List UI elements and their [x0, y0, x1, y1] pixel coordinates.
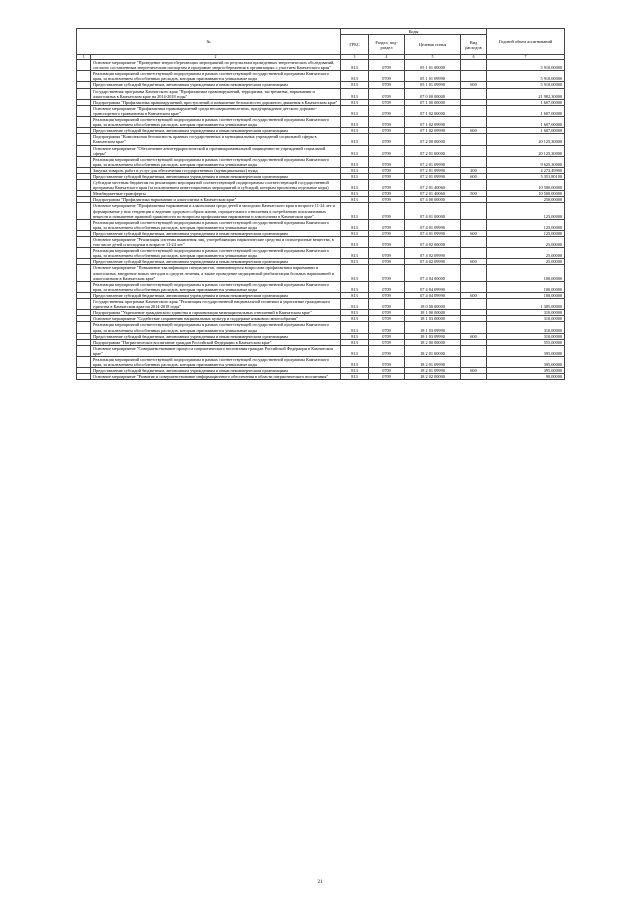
row-vid	[461, 237, 487, 248]
row-value: 250,00000	[487, 197, 565, 203]
row-target: 07 4 04 09990	[405, 281, 461, 292]
row-description: Предоставление субсидий бюджетным, автономным учреждениям и иным некоммерческим организациям	[91, 230, 341, 236]
col-number: 7	[487, 55, 565, 60]
row-vid: 600	[461, 259, 487, 265]
row-description: Реализация мероприятий соответствующей подпрограммы в рамках соответствующей государственной программы Камчатского края, за исключением обособленных расходов, которым присваиваются уникальные коды	[91, 219, 341, 230]
table-row	[77, 105, 565, 116]
table-row	[77, 322, 565, 333]
row-section: 0709	[369, 156, 405, 167]
header-volume: Годовой объем ассигнований	[487, 29, 565, 55]
row-section: 0709	[369, 145, 405, 156]
row-grbs: 813	[341, 322, 369, 333]
row-value: 125,00000	[487, 203, 565, 219]
row-section: 0709	[369, 105, 405, 116]
header-codes: Коды	[341, 29, 487, 35]
row-description: Основное мероприятие "Обеспечение антитеррористической и противокриминальной защищенности учреждений социальной сферы"	[91, 145, 341, 156]
row-section: 0709	[369, 173, 405, 179]
row-grbs: 813	[341, 60, 369, 71]
row-vid	[461, 299, 487, 310]
row-target: 07 4 01 09990	[405, 219, 461, 230]
row-target: 18 1 00 00000	[405, 310, 461, 316]
row-section: 0709	[369, 374, 405, 380]
row-target: 07 1 02 00000	[405, 105, 461, 116]
row-target: 07 2 01 40060	[405, 180, 461, 191]
row-value: 5 351,80100	[487, 173, 565, 179]
table-row	[77, 345, 565, 356]
col-number: 1	[77, 55, 91, 60]
row-description: Основное мероприятие "Профилактика правонарушений среди несовершеннолетних, предупреждение детского дорожно-транспортного травматизма в Камчатском крае"	[91, 105, 341, 116]
row-number	[77, 248, 91, 259]
row-target: 07 0 00 00000	[405, 88, 461, 99]
row-number	[77, 203, 91, 219]
row-target: 05 1 01 00000	[405, 60, 461, 71]
row-section: 0709	[369, 197, 405, 203]
row-vid: 600	[461, 292, 487, 298]
row-section: 0709	[369, 191, 405, 197]
row-section: 0709	[369, 265, 405, 281]
row-vid: 200	[461, 167, 487, 173]
row-description: Закупка товаров, работ и услуг для обеспечения государственных (муниципальных) нужд	[91, 167, 341, 173]
row-vid: 600	[461, 230, 487, 236]
row-description: Основное мероприятие "Реализация системы выявления лиц, употребляющих наркотические средства и психотропные вещества, в том числе детей и молодежи в возрасте 11-24 лет"	[91, 237, 341, 248]
budget-sheet	[76, 28, 564, 380]
row-grbs: 813	[341, 265, 369, 281]
row-section: 0709	[369, 281, 405, 292]
row-target: 07 4 02 09990	[405, 248, 461, 259]
row-target: 07 1 00 00000	[405, 99, 461, 105]
row-target: 07 4 00 00000	[405, 197, 461, 203]
header-grbs: ГРБС	[341, 35, 369, 55]
row-description: Подпрограмма "Профилактика наркомании и алкоголизма в Камчатском крае"	[91, 197, 341, 203]
row-vid	[461, 265, 487, 281]
row-target: 18 0 00 00000	[405, 299, 461, 310]
row-description: Предоставление субсидий бюджетным, автономным учреждениям и иным некоммерческим организациям	[91, 173, 341, 179]
row-number	[77, 265, 91, 281]
table-row	[77, 237, 565, 248]
row-section: 0709	[369, 322, 405, 333]
row-value: 1 385,00000	[487, 299, 565, 310]
row-value: 125,00000	[487, 230, 565, 236]
row-target: 18 1 03 09990	[405, 322, 461, 333]
row-grbs: 813	[341, 167, 369, 173]
row-vid	[461, 117, 487, 128]
row-section: 0709	[369, 71, 405, 82]
row-value: 5 910,00000	[487, 60, 565, 71]
table-row	[77, 117, 565, 128]
row-grbs: 813	[341, 248, 369, 259]
row-vid	[461, 203, 487, 219]
row-vid	[461, 248, 487, 259]
row-number	[77, 156, 91, 167]
row-number	[77, 345, 91, 356]
row-value: 25,00000	[487, 248, 565, 259]
row-number	[77, 134, 91, 145]
col-number: 6	[461, 55, 487, 60]
row-target: 18 2 01 09990	[405, 368, 461, 374]
row-section: 0709	[369, 292, 405, 298]
row-vid	[461, 145, 487, 156]
row-grbs: 813	[341, 180, 369, 191]
row-number	[77, 281, 91, 292]
row-section: 0709	[369, 339, 405, 345]
row-grbs: 813	[341, 99, 369, 105]
header-number: №	[77, 29, 341, 55]
row-target: 07 4 04 09990	[405, 292, 461, 298]
row-target: 18 1 03 09990	[405, 333, 461, 339]
row-grbs: 813	[341, 292, 369, 298]
row-value: 310,00000	[487, 333, 565, 339]
row-grbs: 813	[341, 333, 369, 339]
row-section: 0709	[369, 237, 405, 248]
col-number: 4	[369, 55, 405, 60]
row-description: Реализация мероприятий соответствующей подпрограммы в рамках соответствующей государственной программы Камчатского края, за исключением обособленных расходов, которым присваиваются уникальные коды	[91, 248, 341, 259]
header-target: Целевая статья	[405, 35, 461, 55]
row-description: Реализация мероприятий соответствующей подпрограммы в рамках соответствующей государственной программы Камчатского края, за исключением обособленных расходов, которым присваиваются уникальные коды	[91, 281, 341, 292]
row-grbs: 813	[341, 156, 369, 167]
row-grbs: 813	[341, 128, 369, 134]
row-grbs: 813	[341, 105, 369, 116]
row-target: 18 2 00 00000	[405, 339, 461, 345]
row-value: 1 607,00000	[487, 117, 565, 128]
row-value: 395,00000	[487, 356, 565, 367]
row-description: Основное мероприятие "Развитие и совершенствование информационного обеспечения в области патриотического воспитания"	[91, 374, 341, 380]
row-number	[77, 237, 91, 248]
row-value: 100,00000	[487, 281, 565, 292]
row-target: 07 2 01 09990	[405, 167, 461, 173]
row-section: 0709	[369, 99, 405, 105]
row-section: 0709	[369, 60, 405, 71]
row-vid	[461, 156, 487, 167]
header-section: Раздел, под-раздел	[369, 35, 405, 55]
row-target: 07 2 01 09990	[405, 173, 461, 179]
row-grbs: 813	[341, 117, 369, 128]
row-number	[77, 88, 91, 99]
row-number	[77, 105, 91, 116]
row-vid: 600	[461, 82, 487, 88]
row-vid	[461, 345, 487, 356]
row-value: 555,00000	[487, 339, 565, 345]
budget-table	[76, 28, 565, 380]
row-vid: 600	[461, 128, 487, 134]
row-grbs: 813	[341, 145, 369, 156]
row-vid	[461, 180, 487, 191]
row-value: 10 500,00000	[487, 180, 565, 191]
table-row	[77, 374, 565, 380]
table-row	[77, 203, 565, 219]
row-target: 18 1 03 00000	[405, 316, 461, 322]
row-grbs: 813	[341, 230, 369, 236]
row-section: 0709	[369, 88, 405, 99]
row-grbs: 813	[341, 345, 369, 356]
row-section: 0709	[369, 316, 405, 322]
row-value: 1 607,00000	[487, 128, 565, 134]
row-target: 07 4 01 00000	[405, 203, 461, 219]
row-grbs: 813	[341, 71, 369, 82]
row-target: 18 2 01 00000	[405, 345, 461, 356]
row-vid	[461, 71, 487, 82]
row-grbs: 813	[341, 197, 369, 203]
row-vid	[461, 374, 487, 380]
row-grbs: 813	[341, 203, 369, 219]
row-grbs: 813	[341, 259, 369, 265]
row-description: Предоставление субсидий бюджетным, автономным учреждениям и иным некоммерческим организациям	[91, 333, 341, 339]
row-vid	[461, 134, 487, 145]
row-number	[77, 356, 91, 367]
row-value: 20 125,30000	[487, 145, 565, 156]
row-grbs: 813	[341, 316, 369, 322]
row-value: 100,00000	[487, 292, 565, 298]
row-grbs: 813	[341, 173, 369, 179]
row-description: Основное мероприятие "Совершенствование процесса патриотического воспитания граждан Российской Федерации в Камчатском крае"	[91, 345, 341, 356]
row-grbs: 813	[341, 368, 369, 374]
table-row	[77, 156, 565, 167]
table-row	[77, 299, 565, 310]
row-section: 0709	[369, 134, 405, 145]
row-description: Реализация мероприятий соответствующей подпрограммы в рамках соответствующей государственной программы Камчатского края, за исключением обособленных расходов, которым присваиваются уникальные коды	[91, 356, 341, 367]
row-target: 18 2 01 09990	[405, 356, 461, 367]
row-target: 07 2 01 09990	[405, 156, 461, 167]
row-vid	[461, 322, 487, 333]
row-target: 05 1 01 09990	[405, 71, 461, 82]
table-row	[77, 180, 565, 191]
row-section: 0709	[369, 230, 405, 236]
row-vid	[461, 356, 487, 367]
row-description: Предоставление субсидий бюджетным, автономным учреждениям и иным некоммерческим организациям	[91, 292, 341, 298]
row-grbs: 813	[341, 191, 369, 197]
row-value: 25,00000	[487, 259, 565, 265]
row-number	[77, 374, 91, 380]
row-vid	[461, 88, 487, 99]
row-value: 1 607,00000	[487, 99, 565, 105]
row-section: 0709	[369, 180, 405, 191]
col-number: 3	[341, 55, 369, 60]
page-number: 21	[317, 880, 323, 885]
row-target: 07 4 02 00000	[405, 237, 461, 248]
row-value: 5 910,00000	[487, 82, 565, 88]
row-description: Предоставление субсидий бюджетным, автономным учреждениям и иным некоммерческим организациям	[91, 259, 341, 265]
row-description: Государственная программа Камчатского края "Реализация государственной национальной политики и укрепление гражданского единства в Камчатском крае на 2014-2018 годы"	[91, 299, 341, 310]
row-grbs: 813	[341, 281, 369, 292]
row-target: 07 4 04 00000	[405, 265, 461, 281]
row-target: 07 4 02 09990	[405, 259, 461, 265]
row-value: 25,00000	[487, 237, 565, 248]
row-target: 07 2 01 40060	[405, 191, 461, 197]
row-value: 395,00000	[487, 368, 565, 374]
row-grbs: 813	[341, 356, 369, 367]
table-row	[77, 219, 565, 230]
row-number	[77, 60, 91, 71]
row-section: 0709	[369, 368, 405, 374]
row-vid: 500	[461, 191, 487, 197]
row-number	[77, 117, 91, 128]
row-value: 9 625,30000	[487, 156, 565, 167]
row-description: Реализация мероприятий соответствующей подпрограммы в рамках соответствующей государственной программы Камчатского края, за исключением обособленных расходов, которым присваиваются уникальные коды	[91, 71, 341, 82]
row-vid	[461, 219, 487, 230]
row-section: 0709	[369, 345, 405, 356]
row-value: 125,00000	[487, 219, 565, 230]
row-description: Подпрограмма "Укрепление гражданского единства и гармонизация межнациональных отношений в Камчатском крае"	[91, 310, 341, 316]
table-row	[77, 356, 565, 367]
row-grbs: 813	[341, 374, 369, 380]
row-section: 0709	[369, 310, 405, 316]
row-target: 07 1 02 09990	[405, 117, 461, 128]
row-target: 05 1 01 09990	[405, 82, 461, 88]
row-description: Подпрограмма "Профилактика правонарушений, преступлений и повышение безопасности дорожного движения в Камчатском крае"	[91, 99, 341, 105]
row-grbs: 813	[341, 88, 369, 99]
row-section: 0709	[369, 356, 405, 367]
table-row	[77, 71, 565, 82]
row-number	[77, 180, 91, 191]
row-grbs: 813	[341, 299, 369, 310]
col-number: 5	[405, 55, 461, 60]
row-grbs: 813	[341, 134, 369, 145]
row-description: Подпрограмма "Патриотическое воспитание граждан Российской Федерации в Камчатском крае"	[91, 339, 341, 345]
row-section: 0709	[369, 167, 405, 173]
row-description: Основное мероприятие "Профилактика наркомании и алкоголизма среди детей и молодежи Камчатского края в возрасте 11-24 лет и формирование у них тенденции к ведению здорового образа жизни, отрицательного отношения к потреблению психоактивных веществ и повышение правовой грамотности по вопросам профилактики наркомании и алкоголизма в Камчатском крае"	[91, 203, 341, 219]
row-description: Реализация мероприятий соответствующей подпрограммы в рамках соответствующей государственной программы Камчатского края, за исключением обособленных расходов, которым присваиваются уникальные коды	[91, 156, 341, 167]
row-section: 0709	[369, 248, 405, 259]
row-target: 18 2 02 00000	[405, 374, 461, 380]
row-number	[77, 322, 91, 333]
row-grbs: 813	[341, 237, 369, 248]
row-value: 310,00000	[487, 310, 565, 316]
table-row	[77, 248, 565, 259]
row-target: 07 1 02 09990	[405, 128, 461, 134]
row-description: Основное мероприятие "Повышение квалификации специалистов, занимающихся вопросами профилактики наркомании и алкоголизма, внедрение новых методов и средств лечения, а также проведение медицинской реабилитации больных наркоманией и алкоголизмом в Камчатском крае"	[91, 265, 341, 281]
col-number: 2	[91, 55, 341, 60]
row-target: 07 4 01 09990	[405, 230, 461, 236]
row-value: 310,00000	[487, 322, 565, 333]
row-value: 1 607,00000	[487, 105, 565, 116]
row-section: 0709	[369, 333, 405, 339]
row-section: 0709	[369, 117, 405, 128]
row-number	[77, 145, 91, 156]
table-row	[77, 265, 565, 281]
row-value: 4 273,49900	[487, 167, 565, 173]
row-section: 0709	[369, 82, 405, 88]
row-grbs: 813	[341, 339, 369, 345]
row-vid	[461, 281, 487, 292]
row-description: Основное мероприятие "Проведение энергосберегающих мероприятий по результатам проведенных энергетических обследований, согласно составленным энергетическим паспортам и программе энергосбережения в организациях с участием Камчатского края"	[91, 60, 341, 71]
row-description: Предоставление субсидий бюджетным, автономным учреждениям и иным некоммерческим организациям	[91, 368, 341, 374]
row-grbs: 813	[341, 219, 369, 230]
row-value: 395,00000	[487, 345, 565, 356]
row-vid: 600	[461, 368, 487, 374]
row-value: 100,00000	[487, 265, 565, 281]
row-number	[77, 71, 91, 82]
row-vid: 600	[461, 173, 487, 179]
row-value: 10 500,00000	[487, 191, 565, 197]
row-vid	[461, 105, 487, 116]
header-vid: Вид расходов	[461, 35, 487, 55]
row-description: Межбюджетные трансферты	[91, 191, 341, 197]
row-section: 0709	[369, 203, 405, 219]
row-vid	[461, 60, 487, 71]
row-section: 0709	[369, 299, 405, 310]
row-description: Основное мероприятие "Содействие сохранению национальных культур и поддержке языкового многообразия"	[91, 316, 341, 322]
row-value: 5 910,00000	[487, 71, 565, 82]
row-grbs: 813	[341, 82, 369, 88]
table-row	[77, 134, 565, 145]
row-description: Субсидии местным бюджетам на реализацию мероприятий соответствующей подпрограммы соответствующей государственной программы Камчатского края (за исключением инвестиционных мероприятий и субсидий, которым присвоены отдельные коды)	[91, 180, 341, 191]
row-description: Подпрограмма "Комплексная безопасность краевых государственных и муниципальных учреждений социальной сферы в Камчатском крае"	[91, 134, 341, 145]
row-grbs: 813	[341, 310, 369, 316]
row-value: 20 125,30000	[487, 134, 565, 145]
row-target: 07 2 01 00000	[405, 145, 461, 156]
row-number	[77, 299, 91, 310]
row-vid: 600	[461, 333, 487, 339]
row-target: 07 2 00 00000	[405, 134, 461, 145]
row-value: 21 982,30000	[487, 88, 565, 99]
row-section: 0709	[369, 259, 405, 265]
table-row	[77, 60, 565, 71]
row-description: Государственная программа Камчатского края "Профилактика правонарушений, терроризма, экстремизма, наркомании и алкоголизма в Камчатском крае на 2014-2018 годы"	[91, 88, 341, 99]
table-row	[77, 145, 565, 156]
row-section: 0709	[369, 219, 405, 230]
row-description: Предоставление субсидий бюджетным, автономным учреждениям и иным некоммерческим организациям	[91, 82, 341, 88]
row-description: Предоставление субсидий бюджетным, автономным учреждениям и иным некоммерческим организациям	[91, 128, 341, 134]
row-section: 0709	[369, 128, 405, 134]
row-number	[77, 219, 91, 230]
row-description: Реализация мероприятий соответствующей подпрограммы в рамках соответствующей государственной программы Камчатского края, за исключением обособленных расходов, которым присваиваются уникальные коды	[91, 322, 341, 333]
row-description: Реализация мероприятий соответствующей подпрограммы в рамках соответствующей государственной программы Камчатского края, за исключением обособленных расходов, которым присваиваются уникальные коды	[91, 117, 341, 128]
table-row	[77, 88, 565, 99]
row-value: 90,00000	[487, 374, 565, 380]
row-value: 310,00000	[487, 316, 565, 322]
table-row	[77, 281, 565, 292]
